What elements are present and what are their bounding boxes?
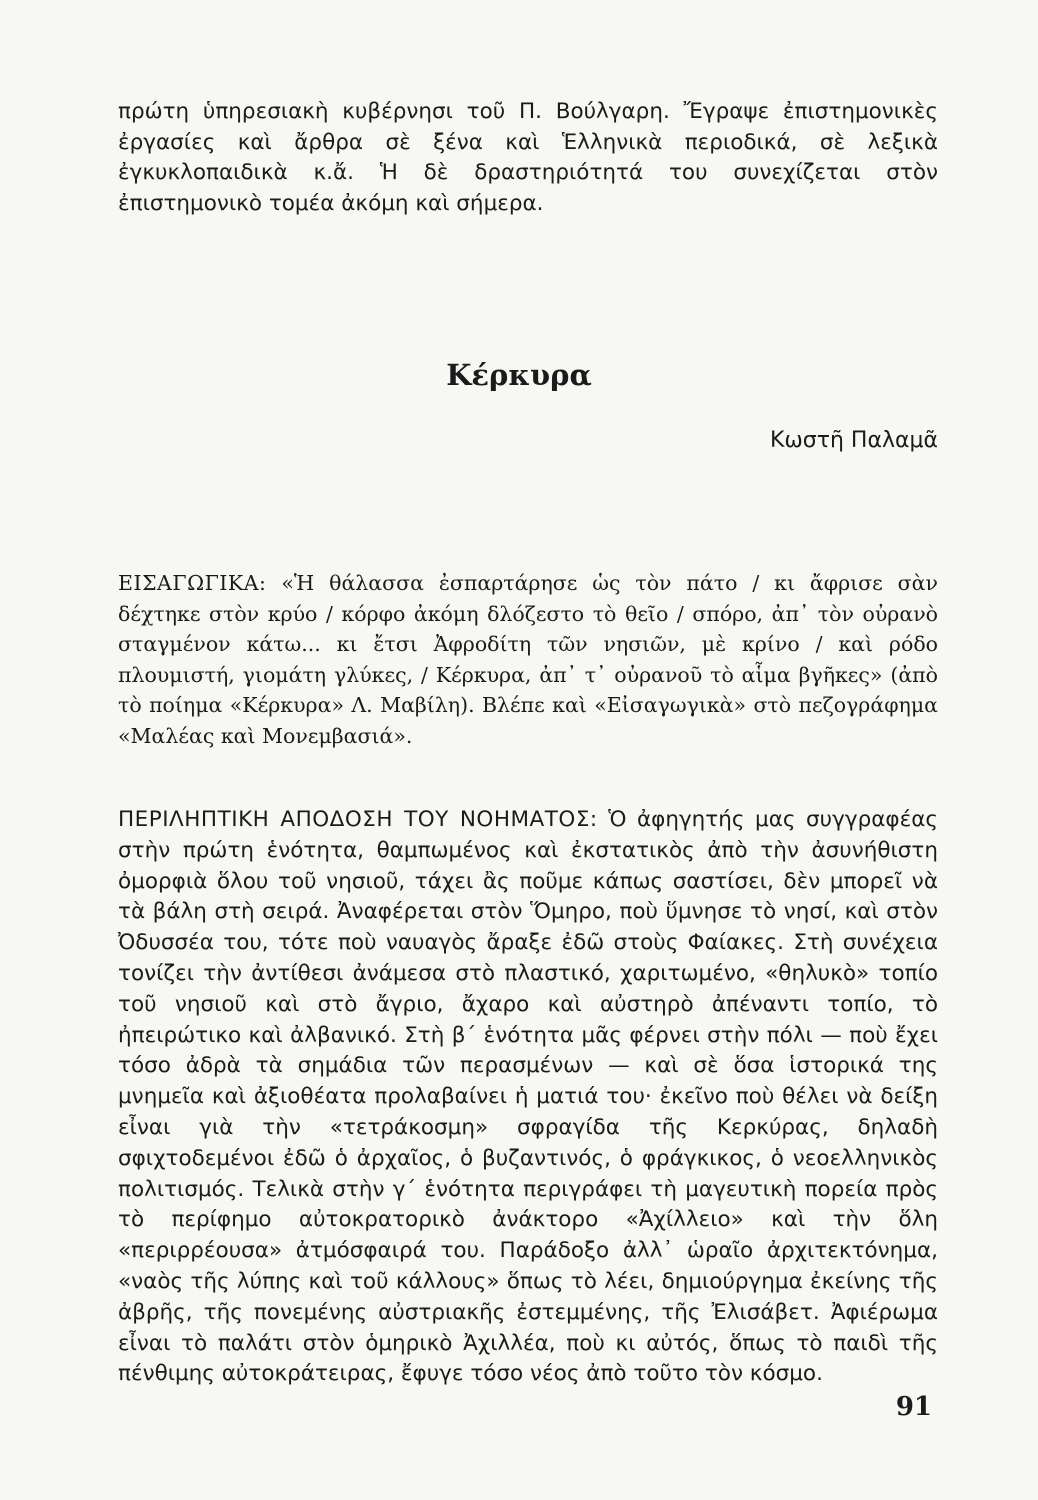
eisagogika-label: ΕΙΣΑΓΩΓΙΚΑ:: [118, 571, 267, 595]
poem-author: Κωστῆ Παλαμᾶ: [769, 428, 938, 453]
summary-section: [118, 805, 938, 1390]
eisagogika-text: «Ἡ θάλασσα ἐσπαρτάρησε ὡς τὸν πάτο / κι ἄφρισε σὰν δέχτηκε στὸν κρύο / κόρφο ἀκόμη δλόζεστο τὸ θεῖο / σπόρο, ἀπ᾽ τὸν οὐρανὸ σταγμένον κάτω... κι ἔτσι Ἀφροδίτη τῶν νησιῶν, μὲ κρίνο / καὶ ρόδο πλουμιστή, γιομάτη γλύκες, / Κέρκυρα, ἀπ᾽ τ᾽ οὐρανοῦ τὸ αἷμα βγῆκες» (ἀπὸ τὸ ποίημα «Κέρκυρα» Λ. Μαβίλη). Βλέπε καὶ «Εἰσαγωγικὰ» στὸ πεζογράφημα «Μαλέας καὶ Μονεμβασιά».: [118, 571, 938, 748]
poem-title: Κέρκυρα: [446, 358, 592, 392]
eisagogika-section: [118, 568, 938, 751]
summary-label: ΠΕΡΙΛΗΠΤΙΚΗ ΑΠΟΔΟΣΗ ΤΟΥ ΝΟΗΜΑΤΟΣ:: [118, 807, 598, 832]
intro-paragraph: πρώτη ὑπηρεσιακὴ κυβέρνησι τοῦ Π. Βούλγαρη. Ἔγραψε ἐπιστημονικὲς ἐργασίες καὶ ἄρθρα σὲ ξένα καὶ Ἑλληνικὰ περιοδικά, σὲ λεξικὰ ἐγκυκλοπαιδικὰ κ.ἄ. Ἡ δὲ δραστηριότητά του συνεχίζεται στὸν ἐπιστημονικὸ τομέα ἀκόμη καὶ σήμερα.: [118, 99, 938, 216]
summary-text: Ὁ ἀφηγητής μας συγγραφέας στὴν πρώτη ἑνότητα, θαμπωμένος καὶ ἐκστατικὸς ἀπὸ τὴν ἀσυνήθιστη ὀμορφιὰ ὅλου τοῦ νησιοῦ, τάχει ἂς ποῦμε κάπως σαστίσει, δὲν μπορεῖ νὰ τὰ βάλη στὴ σειρά. Ἀναφέρεται στὸν Ὅμηρο, ποὺ ὕμνησε τὸ νησί, καὶ στὸν Ὀδυσσέα του, τότε ποὺ ναυαγὸς ἄραξε ἐδῶ στοὺς Φαίακες. Στὴ συνέχεια τονίζει τὴν ἀντίθεσι ἀνάμεσα στὸ πλαστικό, χαριτωμένο, «θηλυκὸ» τοπίο τοῦ νησιοῦ καὶ στὸ ἄγριο, ἄχαρο καὶ αὐστηρὸ ἀπέναντι τοπίο, τὸ ἠπειρώτικο καὶ ἀλβανικό. Στὴ β΄ ἑνότητα μᾶς φέρνει στὴν πόλι — ποὺ ἔχει τόσο ἀδρὰ τὰ σημάδια τῶν περασμένων — καὶ σὲ ὅσα ἱστορικά της μνημεῖα καὶ ἀξιοθέατα προλαβαίνει ἡ ματιά του· ἐκεῖνο ποὺ θέλει νὰ δείξη εἶναι γιὰ τὴν «τετράκοσμη» σφραγίδα τῆς Κερκύρας, δηλαδὴ σφιχτοδεμένοι ἐδῶ ὁ ἀρχαῖος, ὁ βυζαντινός, ὁ φράγκικος, ὁ νεοελληνικὸς πολιτισμός. Τελικὰ στὴν γ΄ ἑνότητα περιγράφει τὴ μαγευτικὴ πορεία πρὸς τὸ περίφημο αὐτοκρατορικὸ ἀνάκτορο «Ἀχίλλειο» καὶ τὴν ὅλη «περιρρέουσα» ἀτμόσφαιρά του. Παράδοξο ἀλλ᾽ ὡραῖο ἀρχιτεκτόνημα, «ναὸς τῆς λύπης καὶ τοῦ κάλλους» ὅπως τὸ λέει, δημιούργημα ἐκείνης τῆς ἀβρῆς, τῆς πονεμένης αὐστριακῆς ἐστεμμένης, τῆς Ἐλισάβετ. Ἀφιέρωμα εἶναι τὸ παλάτι στὸν ὁμηρικὸ Ἀχιλλέα, ποὺ κι αὐτός, ὅπως τὸ παιδὶ τῆς πένθιμης αὐτοκράτειρας, ἔφυγε τόσο νέος ἀπὸ τοῦτο τὸν κόσμο.: [118, 807, 938, 1387]
page-number: 91: [895, 1392, 932, 1422]
